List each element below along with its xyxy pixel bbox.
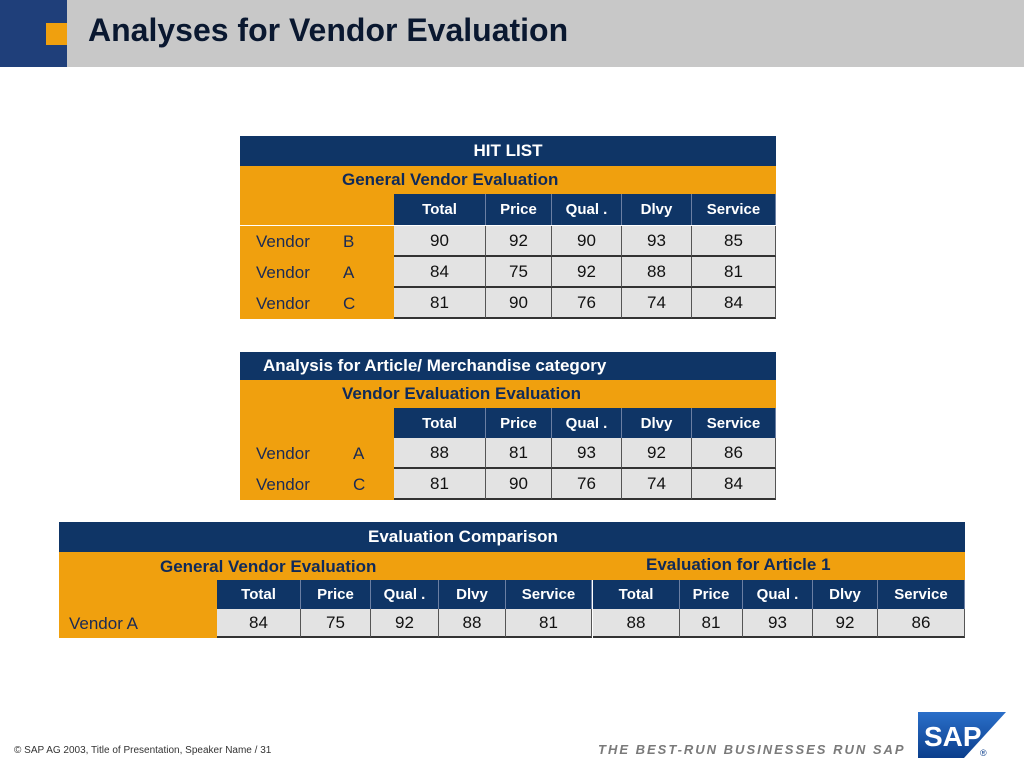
table-cell: 84 <box>692 469 776 500</box>
article-corner <box>240 408 394 438</box>
column-header-1: Price <box>486 194 552 225</box>
sap-logo-text: SAP <box>924 721 982 752</box>
comparison-right-header-1: Price <box>680 580 743 609</box>
comparison-left-header-2: Qual . <box>371 580 439 609</box>
column-header-2: Qual . <box>552 408 622 438</box>
comparison-right-header-2: Qual . <box>743 580 813 609</box>
footer-copyright: © SAP AG 2003, Title of Presentation, Speaker Name / 31 <box>14 745 272 756</box>
table-cell: 90 <box>486 469 552 500</box>
table-cell: 76 <box>552 288 622 319</box>
article-title: Analysis for Article/ Merchandise category <box>240 352 776 380</box>
table-cell: 88 <box>439 609 506 638</box>
table-cell: 93 <box>552 438 622 469</box>
table-cell: 86 <box>878 609 965 638</box>
table-cell: 90 <box>394 226 486 257</box>
comparison-left-subtitle: General Vendor Evaluation <box>160 557 377 576</box>
page-title: Analyses for Vendor Evaluation <box>88 12 569 48</box>
article-subtitle: Vendor Evaluation Evaluation <box>240 380 776 408</box>
comparison-right-header-3: Dlvy <box>813 580 878 609</box>
table-cell: 81 <box>692 257 776 288</box>
comparison-right-header-0: Total <box>593 580 680 609</box>
vendor-label <box>240 438 394 469</box>
comparison-left-header-3: Dlvy <box>439 580 506 609</box>
column-header-3: Dlvy <box>622 194 692 225</box>
vendor-label-text: Vendor <box>256 231 310 251</box>
column-header-4: Service <box>692 194 776 225</box>
hitlist-subtitle: General Vendor Evaluation <box>240 166 776 194</box>
table-cell: 81 <box>506 609 592 638</box>
column-header-3: Dlvy <box>622 408 692 438</box>
vendor-label <box>240 226 394 257</box>
comparison-corner <box>59 580 217 609</box>
table-cell: 81 <box>394 469 486 500</box>
table-cell: 81 <box>680 609 743 638</box>
table-cell: 88 <box>394 438 486 469</box>
comparison-right-subtitle: Evaluation for Article 1 <box>646 555 831 574</box>
table-cell: 75 <box>486 257 552 288</box>
vendor-letter: A <box>353 443 365 463</box>
table-cell: 92 <box>486 226 552 257</box>
table-cell: 88 <box>622 257 692 288</box>
comparison-row-label-text: Vendor A <box>69 613 139 633</box>
comparison-left-header-1: Price <box>301 580 371 609</box>
table-cell: 92 <box>622 438 692 469</box>
table-cell: 76 <box>552 469 622 500</box>
table-cell: 93 <box>622 226 692 257</box>
vendor-label <box>240 469 394 500</box>
comparison-row-label <box>59 609 217 638</box>
vendor-label-text: Vendor <box>256 474 310 494</box>
column-header-0: Total <box>394 408 486 438</box>
vendor-letter: A <box>343 262 355 282</box>
vendor-letter: C <box>343 293 356 313</box>
table-cell: 74 <box>622 288 692 319</box>
vendor-label-text: Vendor <box>256 443 310 463</box>
comparison-right-header-4: Service <box>878 580 965 609</box>
table-cell: 81 <box>394 288 486 319</box>
comparison-title: Evaluation Comparison <box>59 522 965 552</box>
table-cell: 92 <box>813 609 878 638</box>
table-cell: 92 <box>371 609 439 638</box>
registered-mark: ® <box>980 748 987 758</box>
hitlist-title: HIT LIST <box>240 136 776 166</box>
table-cell: 93 <box>743 609 813 638</box>
comparison-left-header-4: Service <box>506 580 592 609</box>
table-cell: 90 <box>486 288 552 319</box>
vendor-label <box>240 257 394 288</box>
table-cell: 74 <box>622 469 692 500</box>
table-cell: 85 <box>692 226 776 257</box>
vendor-label <box>240 288 394 319</box>
table-cell: 92 <box>552 257 622 288</box>
column-header-4: Service <box>692 408 776 438</box>
table-cell: 86 <box>692 438 776 469</box>
comparison-left-header-0: Total <box>217 580 301 609</box>
column-header-1: Price <box>486 408 552 438</box>
table-cell: 75 <box>301 609 371 638</box>
table-cell: 84 <box>217 609 301 638</box>
vendor-label-text: Vendor <box>256 293 310 313</box>
sap-logo <box>918 712 1006 758</box>
vendor-letter: B <box>343 231 355 251</box>
table-cell: 84 <box>692 288 776 319</box>
header-bullet-square <box>46 23 68 45</box>
table-cell: 81 <box>486 438 552 469</box>
table-cell: 88 <box>593 609 680 638</box>
column-header-2: Qual . <box>552 194 622 225</box>
table-cell: 84 <box>394 257 486 288</box>
footer-slogan: THE BEST-RUN BUSINESSES RUN SAP <box>598 742 906 757</box>
hitlist-corner <box>240 194 394 225</box>
table-cell: 90 <box>552 226 622 257</box>
vendor-label-text: Vendor <box>256 262 310 282</box>
column-header-0: Total <box>394 194 486 225</box>
vendor-letter: C <box>353 474 366 494</box>
